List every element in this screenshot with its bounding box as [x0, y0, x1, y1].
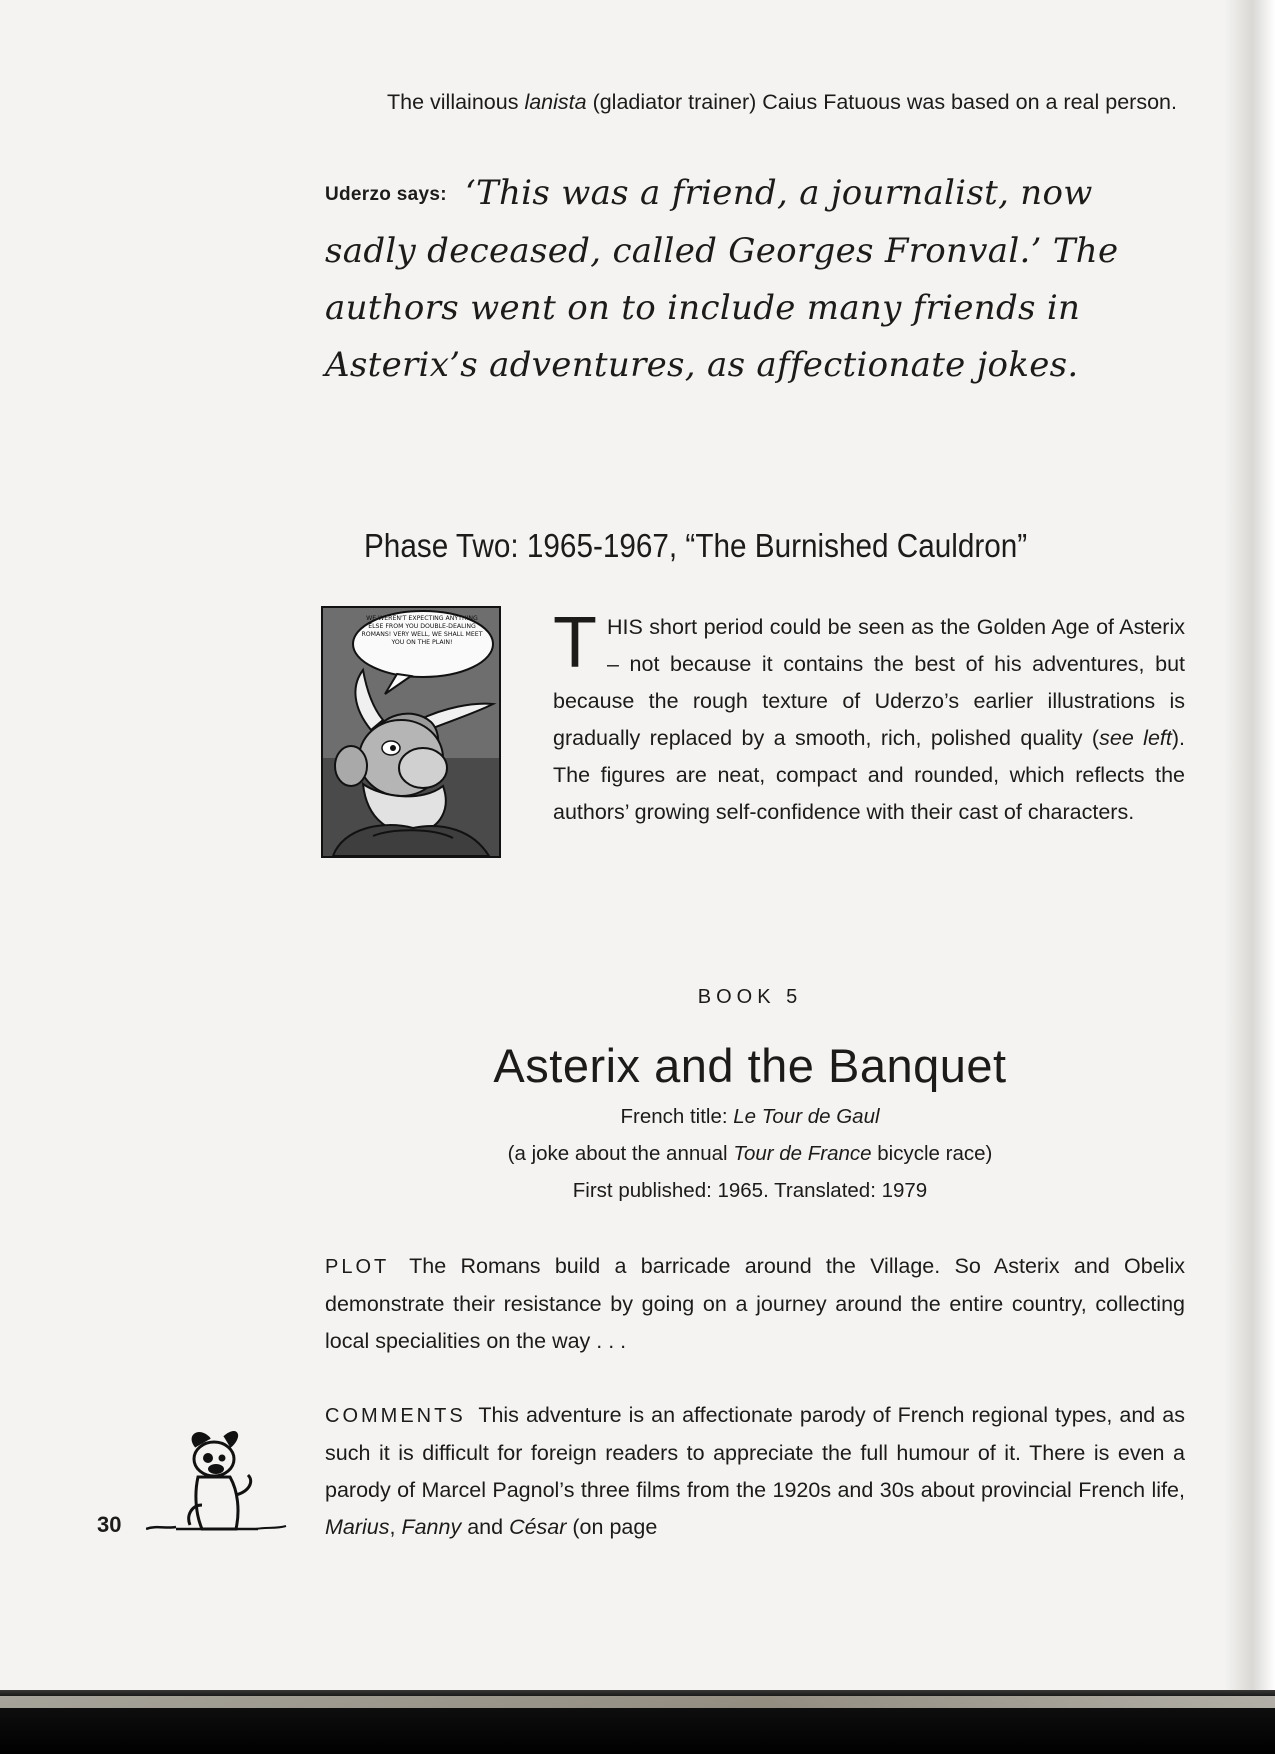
- joke-line: [420, 1135, 1080, 1172]
- french-title-line: [420, 1098, 1080, 1135]
- joke-before: (a joke about the annual: [507, 1142, 734, 1165]
- film-cesar: César: [509, 1515, 567, 1539]
- golden-end: ). The figures are neat, compact and rounded, which reflects the authors’ growing self-confidence with their cast of characters.: [553, 726, 1185, 824]
- quote-speaker: Uderzo says:: [325, 184, 447, 205]
- book-spine-strip: [0, 1696, 1275, 1708]
- asterix-illustration: [323, 608, 499, 856]
- intro-after: (gladiator trainer) Caius Fatuous was based on a real person.: [586, 90, 1177, 114]
- drop-cap: T: [553, 603, 597, 683]
- published-line: First published: 1965. Translated: 1979: [572, 1179, 928, 1202]
- page-edge-shadow: [1225, 0, 1275, 1690]
- phase-heading: Phase Two: 1965-1967, “The Burnished Cauldron”: [364, 527, 1028, 564]
- joke-after: bicycle race): [871, 1142, 993, 1165]
- dogmatix-icon: [146, 1425, 296, 1540]
- uderzo-quote: [325, 165, 1175, 394]
- book-title: Asterix and the Banquet: [493, 1039, 1007, 1092]
- book-number: BOOK 5: [697, 986, 803, 1008]
- comments-paragraph: [325, 1397, 1185, 1546]
- french-title-prefix: French title:: [620, 1105, 734, 1128]
- joke-title: Tour de France: [733, 1142, 872, 1165]
- see-left: see left: [1099, 726, 1172, 750]
- intro-before: The villainous: [387, 90, 525, 114]
- comments-tail: (on page: [566, 1515, 658, 1539]
- comic-panel-image: [321, 606, 501, 858]
- page-number: 30: [97, 1512, 122, 1537]
- book-meta: [420, 1098, 1080, 1209]
- plot-text: The Romans build a barricade around the Village. So Asterix and Obelix demonstrate their resistance by going on a journey around the entire country, collecting local specialities on the way . . .: [325, 1254, 1185, 1353]
- french-title: Le Tour de Gaul: [733, 1105, 880, 1128]
- speech-bubble-text: WE WEREN'T EXPECTING ANYTHING ELSE FROM YOU DOUBLE-DEALING ROMANS! VERY WELL, WE SHALL MEET YOU ON THE PLAIN!: [361, 615, 483, 646]
- intro-term: lanista: [524, 90, 587, 114]
- comments-text: This adventure is an affectionate parody of French regional types, and as such it is difficult for foreign readers to appreciate the full humour of it. There is even a parody of Marcel Pagnol’s three films from the 1920s and 30s about provincial French life,: [325, 1403, 1185, 1502]
- intro-paragraph: [325, 84, 1187, 121]
- film-separator: ,: [389, 1515, 402, 1539]
- golden-start: HIS short period could be seen as the Golden Age of Asterix – not because it contains the best of his adventures, but because the rough texture of Uderzo’s earlier illustrations is gradually replaced by a smooth, rich, polished quality (: [553, 615, 1185, 750]
- plot-label: PLOT: [325, 1256, 390, 1278]
- comments-label: COMMENTS: [325, 1405, 466, 1427]
- golden-age-paragraph: [553, 603, 1185, 831]
- film-marius: Marius: [325, 1515, 390, 1539]
- plot-paragraph: [325, 1248, 1185, 1360]
- film-separator-and: and: [461, 1515, 510, 1539]
- film-fanny: Fanny: [401, 1515, 462, 1539]
- quote-text: ‘This was a friend, a journalist, now sadly deceased, called Georges Fronval.’ The authors went on to include many friends in Asterix’s adventures, as affectionate jokes.: [325, 173, 1119, 385]
